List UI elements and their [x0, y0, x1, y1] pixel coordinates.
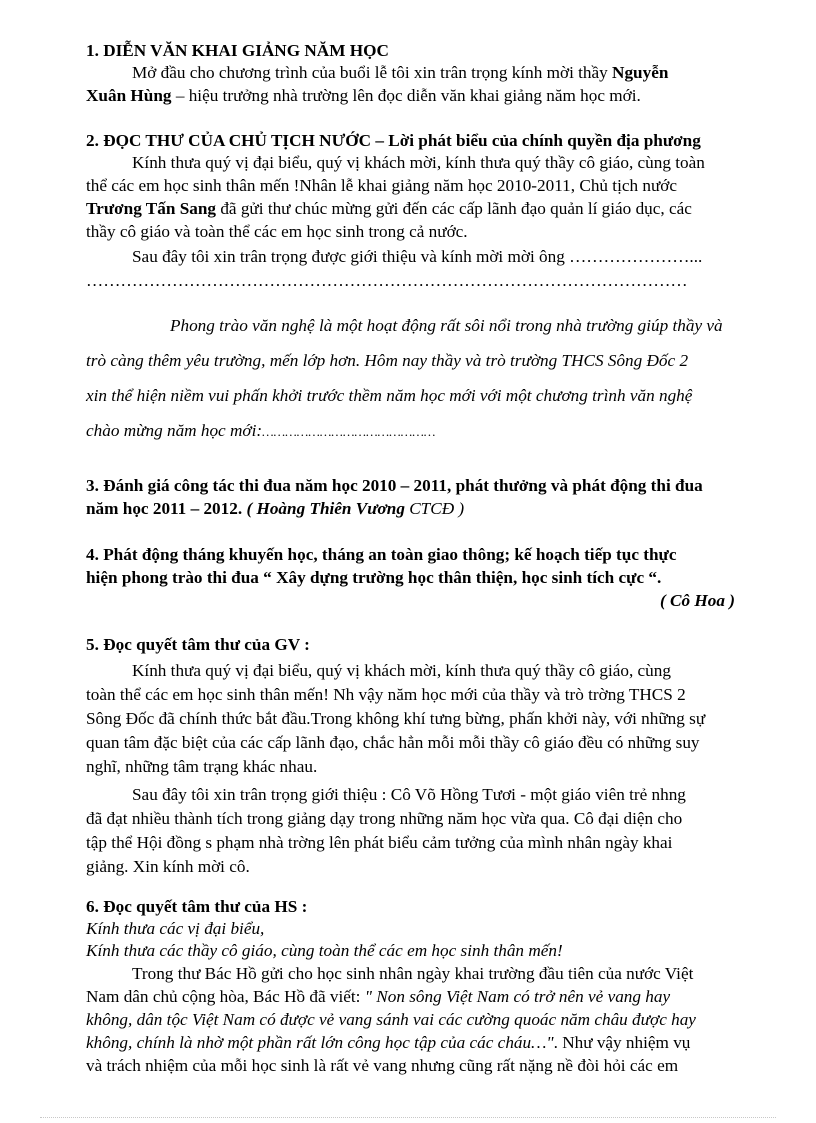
- section6-line4: [86, 986, 762, 1008]
- section6-heading: 6. Đọc quyết tâm thư của HS :: [86, 897, 308, 916]
- principal-first-name: Nguyễn: [612, 63, 669, 82]
- section1-line2-text: – hiệu trưởng nhà trường lên đọc diễn văn khai giảng năm học mới.: [171, 86, 641, 105]
- section4-presenter: ( Cô Hoa ): [660, 591, 735, 610]
- intro-line1: Phong trào văn nghệ là một hoạt động rất sôi nổi trong nhà trường giúp thầy và: [170, 316, 723, 335]
- section2-heading: 2. ĐỌC THƯ CỦA CHỦ TỊCH NƯỚC – Lời phát biểu của chính quyền địa phương: [86, 131, 701, 150]
- section5-line4: quan tâm đặc biệt của các cấp lãnh đạo, chắc hẳn mỗi mỗi thầy cô giáo đều có những suy: [86, 733, 700, 752]
- intro-line2: trò càng thêm yêu trường, mến lớp hơn. Hôm nay thầy và trò trường THCS Sông Đốc 2: [86, 351, 689, 370]
- section1-heading: 1. DIỄN VĂN KHAI GIẢNG NĂM HỌC: [86, 41, 389, 60]
- section5-heading: 5. Đọc quyết tâm thư của GV :: [86, 635, 310, 654]
- section3-line1: 3. Đánh giá công tác thi đua năm học 2010 – 2011, phát thưởng và phát động thi đua: [86, 476, 703, 495]
- ho-chi-minh-quote-start: " Non sông Việt Nam có trở nên vẻ vang hay: [364, 987, 671, 1006]
- section6-line7: và trách nhiệm của mỗi học sinh là rất vẻ vang nhưng cũng rất nặng nề đòi hỏi các em: [86, 1056, 679, 1075]
- section6-line6: [86, 1032, 762, 1054]
- intro-line4: [86, 420, 762, 443]
- section3-presenter: ( Hoàng Thiên Vương: [246, 499, 405, 518]
- section6-line5: không, dân tộc Việt Nam có được vẻ vang sánh vai các cường quoác năm châu được hay: [86, 1010, 696, 1029]
- section4-line1: 4. Phát động tháng khuyến học, tháng an toàn giao thông; kế hoạch tiếp tục thực: [86, 545, 677, 564]
- section1-line1-text: Mở đầu cho chương trình của buổi lễ tôi xin trân trọng kính mời thầy: [132, 63, 613, 82]
- section2-p2-line1: Sau đây tôi xin trân trọng được giới thiệu và kính mời mời ông …………………...: [132, 247, 703, 266]
- section2-p2-line2: ……………………………………………………………………………………………: [86, 271, 688, 290]
- section6-line2: Kính thưa các thầy cô giáo, cùng toàn thể các em học sinh thân mến!: [86, 941, 563, 960]
- section1-line2: [86, 85, 762, 107]
- section3-presenter-role: CTCĐ ): [404, 499, 465, 518]
- section3-line2: [86, 498, 762, 520]
- intro-dots: ………………………………………: [262, 424, 436, 439]
- section5-line6: Sau đây tôi xin trân trọng giới thiệu : Cô Võ Hồng Tươi - một giáo viên trẻ nhng: [132, 785, 686, 804]
- section5-line3: Sông Đốc đã chính thức bắt đầu.Trong không khí tưng bừng, phấn khởi này, với những sự: [86, 709, 706, 728]
- ho-chi-minh-quote-end: không, chính là nhờ một phần rất lớn công học tập của các cháu…": [86, 1033, 554, 1052]
- section6-line6-text: . Như vậy nhiệm vụ: [553, 1033, 691, 1052]
- page-bottom-divider: [40, 1117, 776, 1118]
- section6-line4-text: Nam dân chủ cộng hòa, Bác Hồ đã viết:: [86, 987, 365, 1006]
- section5-line7: đã đạt nhiều thành tích trong giảng dạy trong những năm học vừa qua. Cô đại diện cho: [86, 809, 683, 828]
- section5-line9: giảng. Xin kính mời cô.: [86, 857, 250, 876]
- principal-last-name: Xuân Hùng: [86, 86, 172, 105]
- intro-line3: xin thể hiện niềm vui phấn khởi trước thềm năm học mới với một chương trình văn nghệ: [86, 386, 693, 405]
- section6-line3: Trong thư Bác Hồ gửi cho học sinh nhân ngày khai trường đầu tiên của nước Việt: [132, 964, 694, 983]
- section5-line5: nghĩ, những tâm trạng khác nhau.: [86, 757, 318, 776]
- section5-line1: Kính thưa quý vị đại biểu, quý vị khách mời, kính thưa quý thầy cô giáo, cùng: [132, 661, 671, 680]
- section2-p1-line2: thể các em học sinh thân mến !Nhân lễ khai giảng năm học 2010-2011, Chủ tịch nước: [86, 176, 678, 195]
- section2-p1-line3: [86, 198, 762, 220]
- president-name: Trương Tấn Sang: [86, 199, 217, 218]
- section5-line8: tập thể Hội đồng s phạm nhà trờng lên phát biểu cảm tưởng của mình nhân ngày khai: [86, 833, 673, 852]
- section6-line1: Kính thưa các vị đại biểu,: [86, 919, 265, 938]
- section1-line1: [132, 62, 808, 84]
- section4-line2: hiện phong trào thi đua “ Xây dựng trường học thân thiện, học sinh tích cực “.: [86, 568, 662, 587]
- section2-p1-line3-text: đã gửi thư chúc mừng gửi đến các cấp lãnh đạo quản lí giáo dục, các: [216, 199, 692, 218]
- section2-p1-line4: thầy cô giáo và toàn thể các em học sinh trong cả nước.: [86, 222, 468, 241]
- section5-line2: toàn thể các em học sinh thân mến! Nh vậy năm học mới của thầy và trò trờng THCS 2: [86, 685, 686, 704]
- intro-line4-text: chào mừng năm học mới:: [86, 421, 263, 440]
- section2-p1-line1: Kính thưa quý vị đại biểu, quý vị khách mời, kính thưa quý thầy cô giáo, cùng toàn: [132, 153, 705, 172]
- section3-year: năm học 2011 – 2012.: [86, 499, 247, 518]
